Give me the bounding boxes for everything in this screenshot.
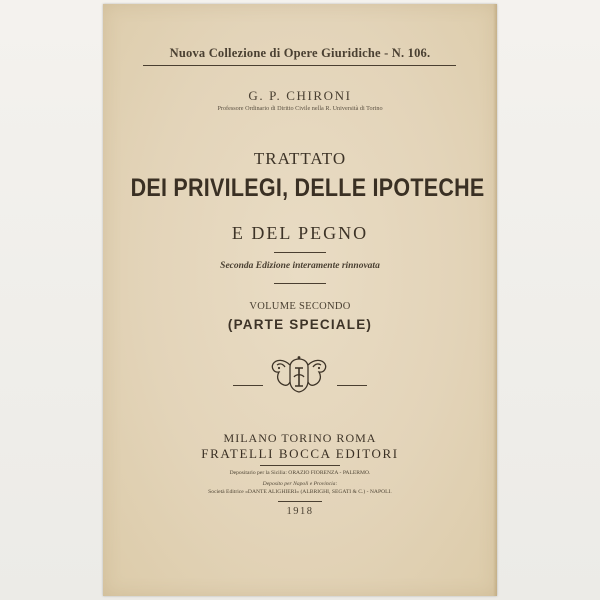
divider (278, 501, 322, 502)
treatise-label: TRATTATO (253, 149, 347, 168)
publisher-name: FRATELLI BOCCA EDITORI (201, 446, 399, 461)
part-label: (PARTE SPECIALE) (227, 317, 373, 332)
imprint-cities: MILANO TORINO ROMA (223, 431, 377, 445)
divider (274, 252, 326, 253)
author-name: G. P. CHIRONI (248, 88, 352, 103)
divider (260, 465, 340, 466)
series-line: Nuova Collezione di Opere Giuridiche - N. 106. (169, 46, 431, 60)
ornament-rule-left (233, 385, 263, 386)
volume-label: VOLUME SECONDO (249, 301, 351, 312)
depository-line: Depositario per la Sicilia: ORAZIO FIORENZA - PALERMO. (229, 470, 371, 476)
ornament-rule-right (337, 385, 367, 386)
publication-year: 1918 (286, 506, 314, 517)
title-page (103, 4, 497, 596)
edition-note: Seconda Edizione interamente rinnovata (220, 261, 380, 271)
book-title: DEI PRIVILEGI, DELLE IPOTECHE (130, 174, 485, 202)
book-subtitle: E DEL PEGNO (231, 223, 369, 243)
series-rule (143, 65, 456, 66)
depository-line: Deposito per Napoli e Provincia: (262, 481, 338, 487)
depository-line: Società Editrice «DANTE ALIGHIERI» (ALBRIGHI, SEGATI & C.) - NAPOLI. (208, 489, 392, 495)
author-title: Professore Ordinario di Diritto Civile nella R. Università di Torino (217, 105, 383, 112)
publisher-device-icon (268, 355, 330, 395)
divider (274, 283, 326, 284)
